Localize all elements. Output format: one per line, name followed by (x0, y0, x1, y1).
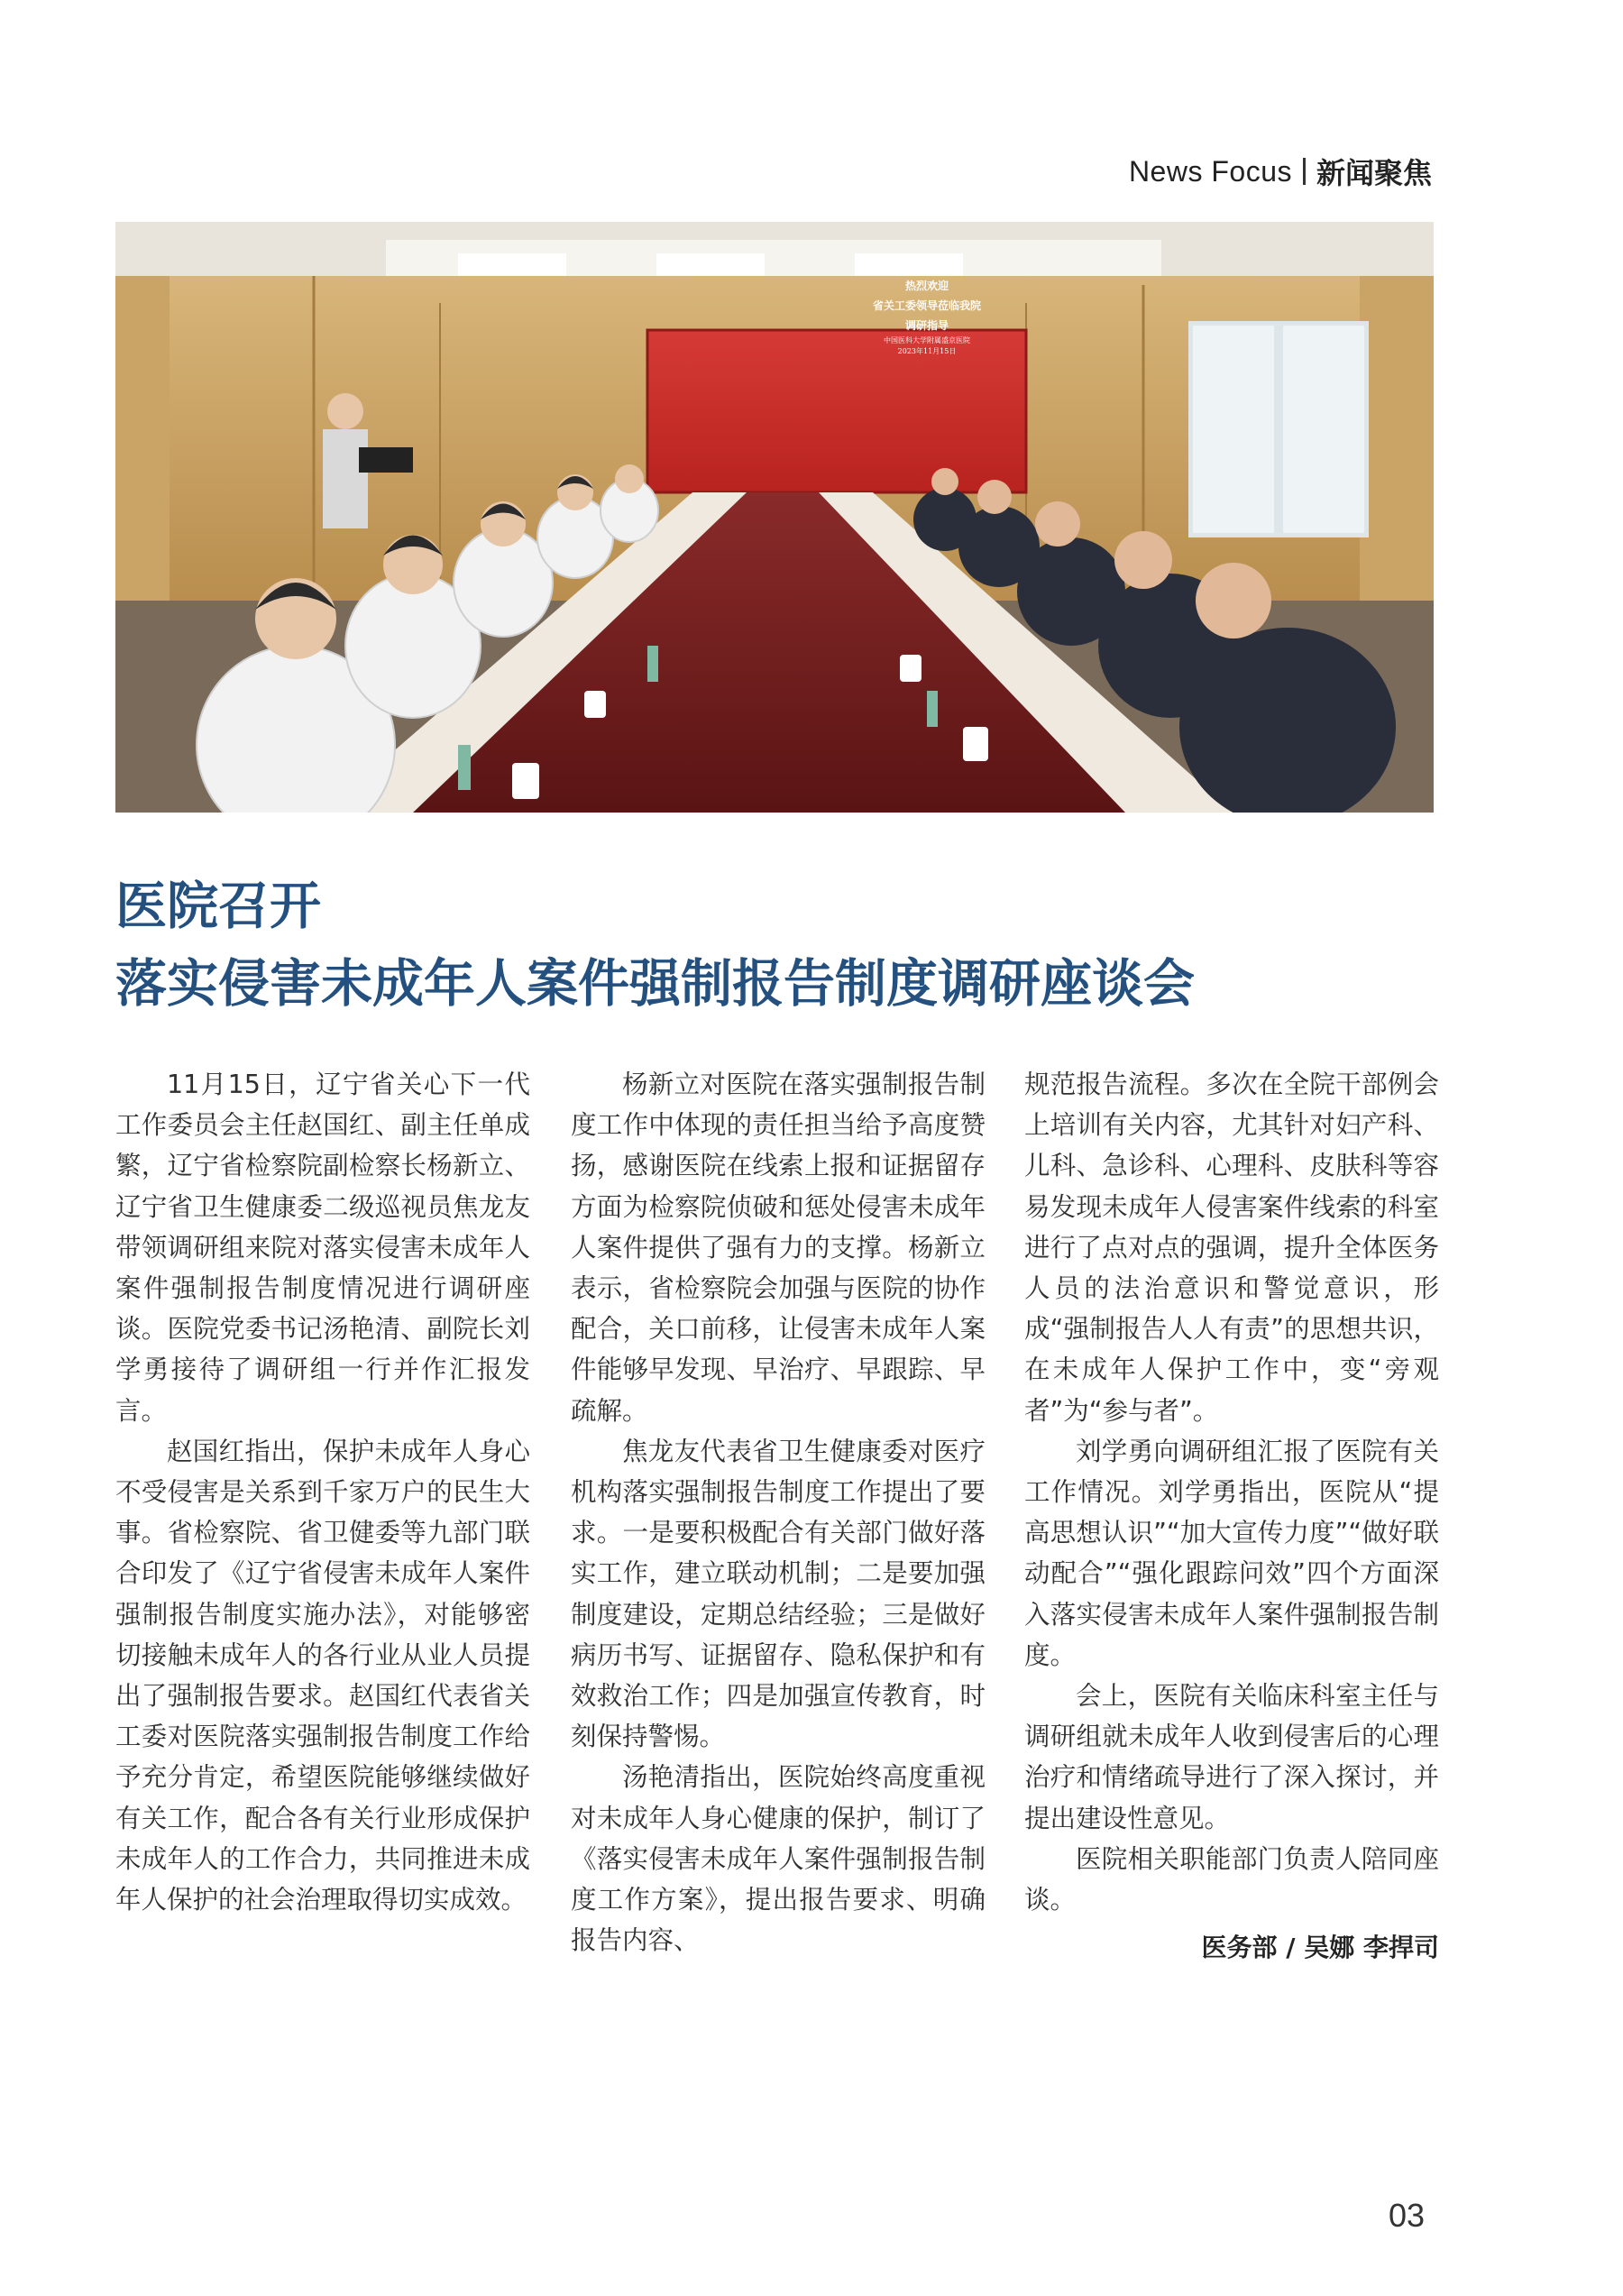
paragraph: 11月15日，辽宁省关心下一代工作委员会主任赵国红、副主任单成繁，辽宁省检察院副检察长杨新立、辽宁省卫生健康委二级巡视员焦龙友带领调研组来院对落实侵害未成年人案件强制报告制度情况进行调研座谈。医院党委书记汤艳清、副院长刘学勇接待了调研组一行并作汇报发言。 (115, 1070, 530, 1426)
page-number: 03 (1389, 2197, 1426, 2234)
article-title (115, 868, 1468, 1023)
paragraph: 医院相关职能部门负责人陪同座谈。 (1024, 1843, 1439, 1915)
section-header-en: News Focus (1128, 154, 1292, 188)
paragraph: 刘学勇向调研组汇报了医院有关工作情况。刘学勇指出，医院从“提高思想认识”“加大宣传力度”“做好联动配合”“强化跟踪问效”四个方面深入落实侵害未成年人案件强制报告制度。 (1024, 1436, 1439, 1670)
meeting-room-illustration (115, 222, 1434, 813)
screen-date: 2023年11月15日 (897, 347, 957, 355)
article-title-line-1: 医院召开 (115, 877, 321, 936)
section-header (1129, 152, 1432, 191)
column-1 (115, 1064, 530, 1920)
paragraph: 杨新立对医院在落实强制报告制度工作中体现的责任担当给予高度赞扬，感谢医院在线索上报和证据留存方面为检察院侦破和惩处侵害未成年人案件提供了强有力的支撑。杨新立表示，省检察院会加强与医院的协作配合，关口前移，让侵害未成年人案件能够早发现、早治疗、早跟踪、早疏解。 (571, 1070, 986, 1426)
author-byline: 医务部 / 吴娜 李捍司 (1201, 1933, 1439, 1963)
meeting-photo (115, 222, 1434, 813)
screen-hospital: 中国医科大学附属盛京医院 (884, 336, 970, 344)
paragraph-continued: 规范报告流程。多次在全院干部例会上培训有关内容，尤其针对妇产科、儿科、急诊科、心理科、皮肤科等容易发现未成年人侵害案件线索的科室进行了点对点的强调，提升全体医务人员的法治意识和警觉意识，形成“强制报告人人有责”的思想共识，在未成年人保护工作中，变“旁观者”为“参与者”。 (1024, 1070, 1439, 1426)
header-divider (1303, 158, 1306, 185)
paragraph: 会上，医院有关临床科室主任与调研组就未成年人收到侵害后的心理治疗和情绪疏导进行了深入探讨，并提出建设性意见。 (1024, 1681, 1439, 1833)
paragraph: 汤艳清指出，医院始终高度重视对未成年人身心健康的保护，制订了《落实侵害未成年人案件强制报告制度工作方案》，提出报告要求、明确报告内容、 (571, 1762, 986, 1956)
screen-line-2: 省关工委领导莅临我院 (872, 299, 981, 312)
screen-line-1: 热烈欢迎 (904, 280, 949, 292)
paragraph: 焦龙友代表省卫生健康委对医疗机构落实强制报告制度工作提出了要求。一是要积极配合有关部门做好落实工作，建立联动机制；二是要加强制度建设，定期总结经验；三是做好病历书写、证据留存、隐私保护和有效救治工作；四是加强宣传教育，时刻保持警惕。 (571, 1436, 986, 1752)
screen-line-3: 调研指导 (904, 319, 949, 332)
article-body (115, 1064, 1439, 2056)
article-title-line-2: 落实侵害未成年人案件强制报告制度调研座谈会 (115, 954, 1195, 1014)
column-3 (1024, 1064, 1439, 1968)
column-2 (571, 1064, 986, 1961)
paragraph: 赵国红指出，保护未成年人身心不受侵害是关系到千家万户的民生大事。省检察院、省卫健委等九部门联合印发了《辽宁省侵害未成年人案件强制报告制度实施办法》，对能够密切接触未成年人的各行业从业人员提出了强制报告要求。赵国红代表省关工委对医院落实强制报告制度工作给予充分肯定，希望医院能够继续做好有关工作，配合各有关行业形成保护未成年人的工作合力，共同推进未成年人保护的社会治理取得切实成效。 (115, 1436, 530, 1915)
welcome-screen-text (819, 276, 1035, 357)
section-header-cn: 新闻聚焦 (1316, 156, 1432, 190)
